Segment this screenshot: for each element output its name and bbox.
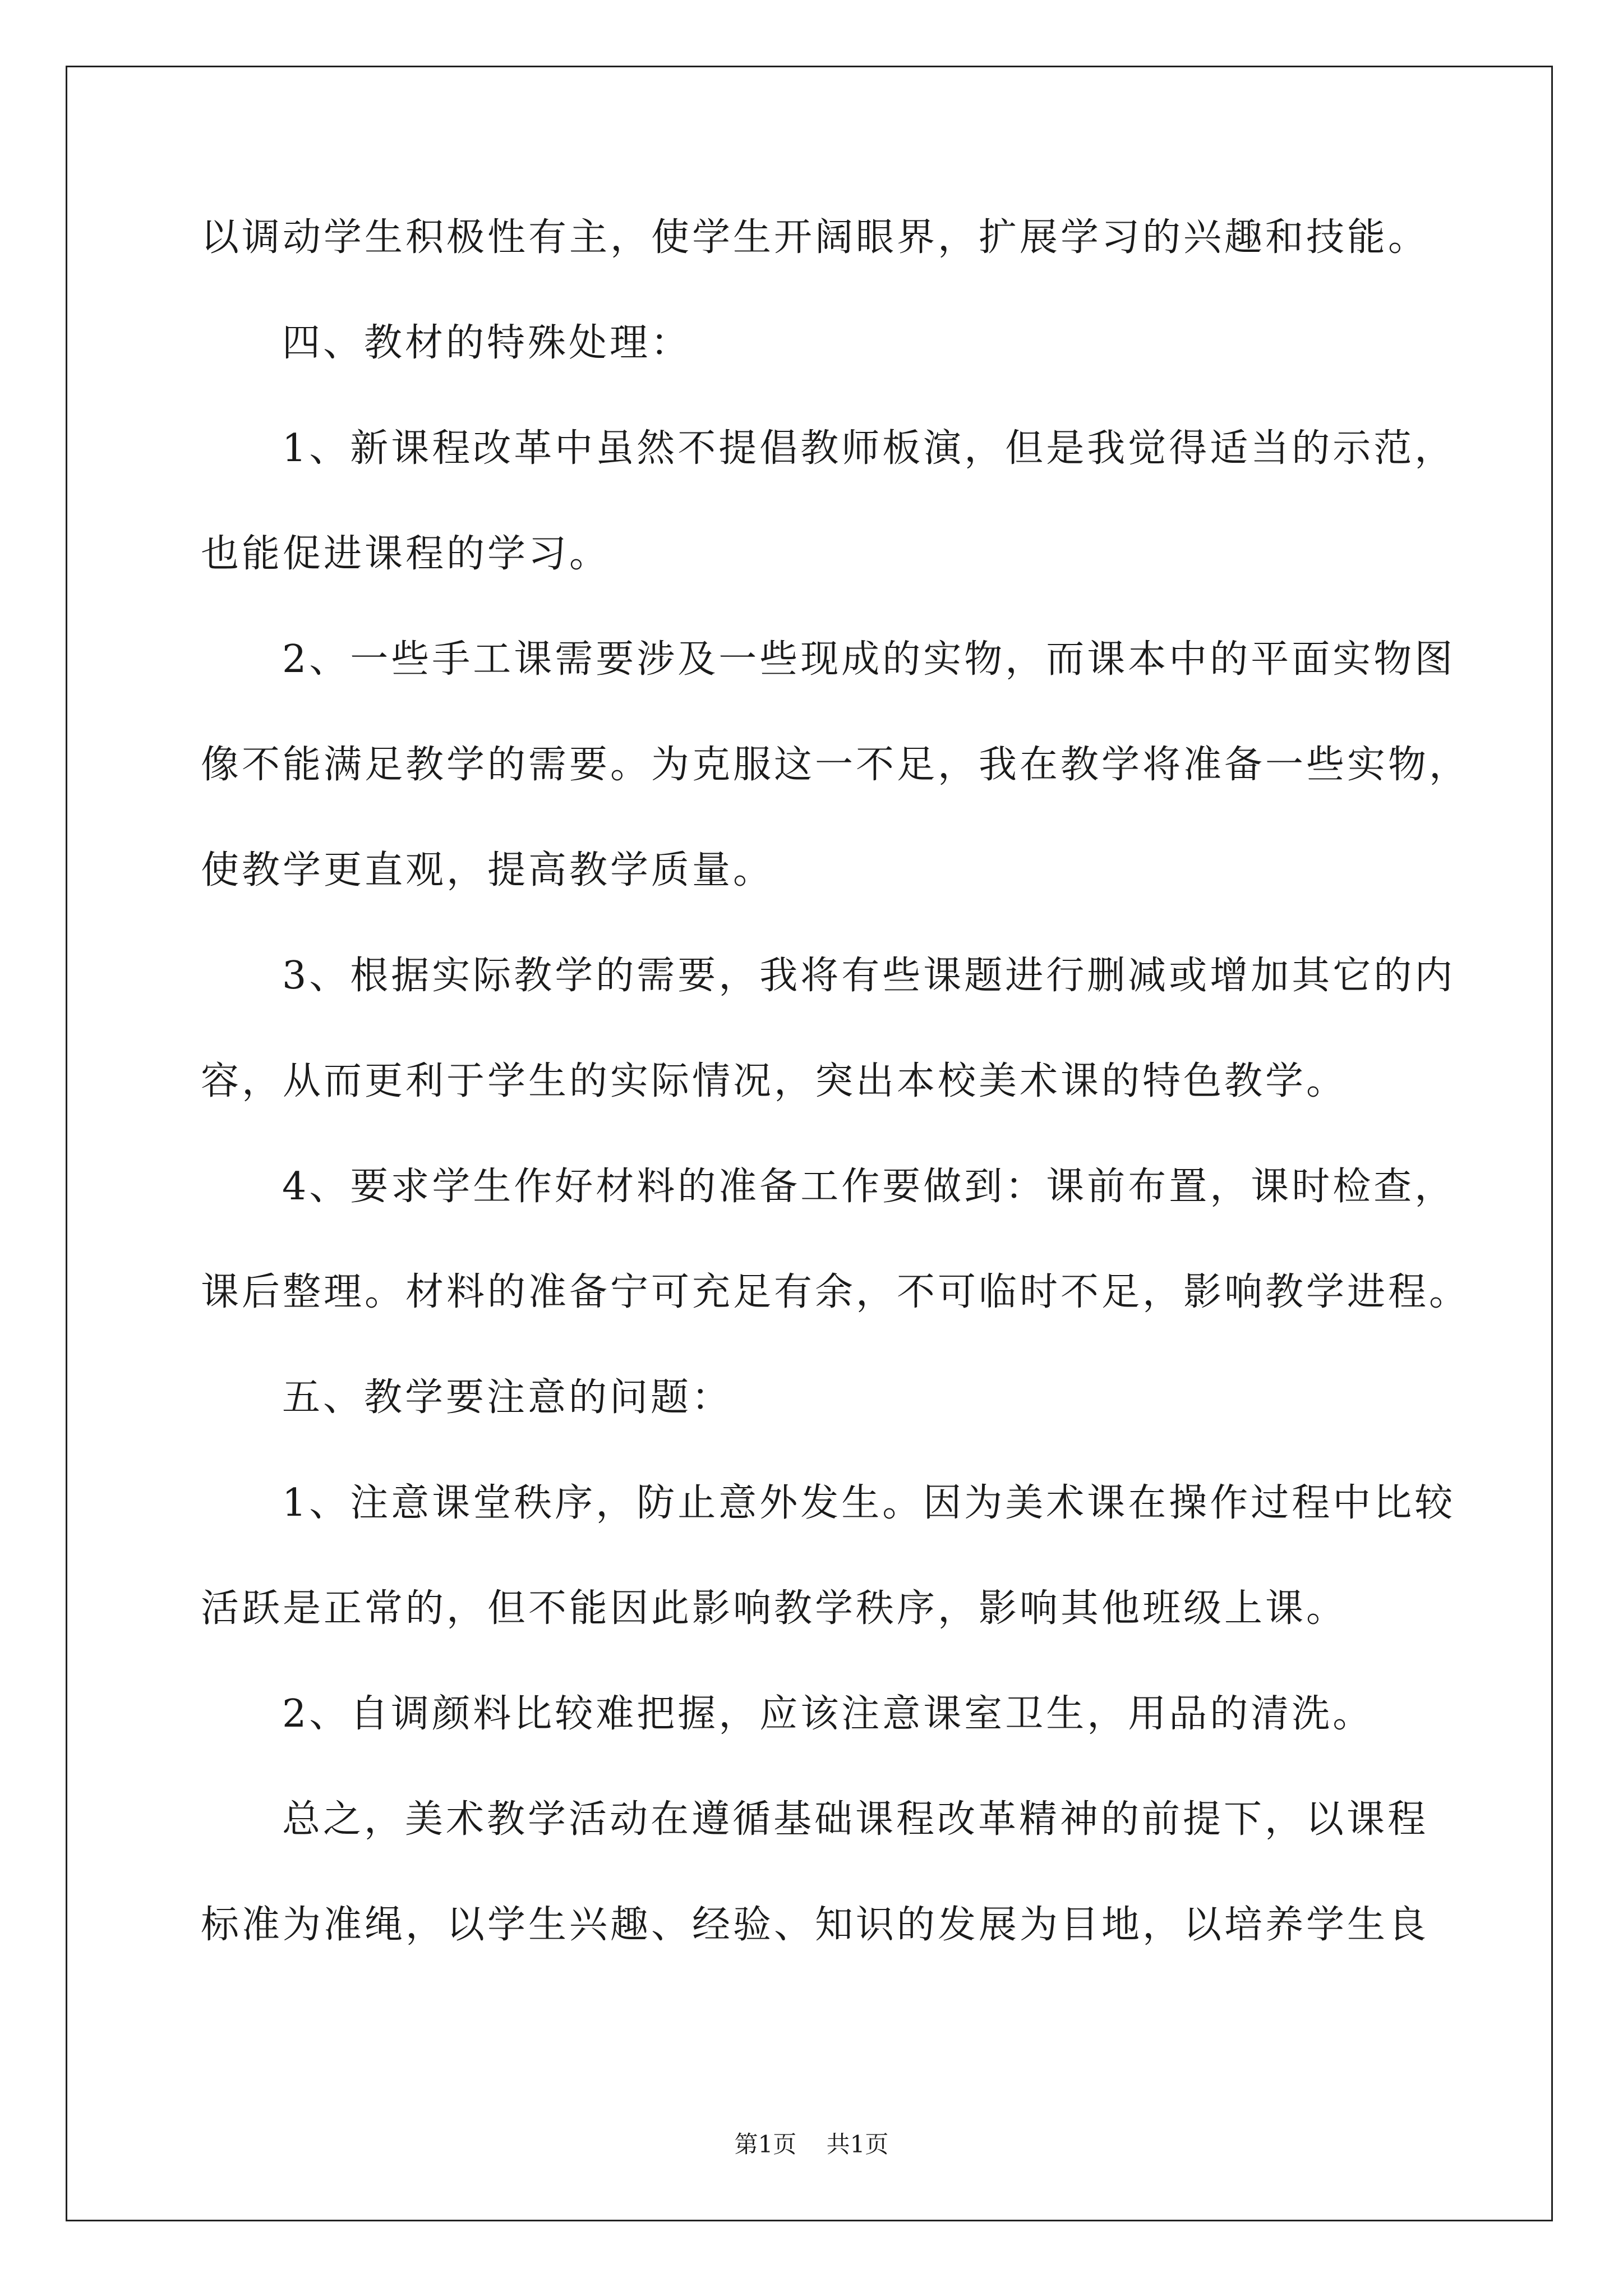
text-line: 2、自调颜料比较难把握，应该注意课室卫生，用品的清洗。 bbox=[282, 1692, 1374, 1736]
text-line: 像不能满足教学的需要。为克服这一不足，我在教学将准备一些实物， bbox=[201, 743, 1470, 787]
text-line: 活跃是正常的，但不能因此影响教学秩序，影响其他班级上课。 bbox=[201, 1586, 1348, 1631]
text-line: 也能促进课程的学习。 bbox=[201, 532, 611, 576]
text-line: 容，从而更利于学生的实际情况，突出本校美术课的特色教学。 bbox=[201, 1059, 1348, 1103]
text-line: 五、教学要注意的问题： bbox=[282, 1375, 733, 1420]
text-line: 四、教材的特殊处理： bbox=[282, 321, 692, 365]
text-line: 1、注意课堂秩序，防止意外发生。因为美术课在操作过程中比较 bbox=[282, 1481, 1456, 1525]
text-line: 使教学更直观，提高教学质量。 bbox=[201, 848, 774, 892]
text-line: 标准为准绳，以学生兴趣、经验、知识的发展为目地，以培养学生良 bbox=[201, 1903, 1430, 1947]
text-line: 2、一些手工课需要涉及一些现成的实物，而课本中的平面实物图 bbox=[282, 637, 1456, 682]
text-line: 总之，美术教学活动在遵循基础课程改革精神的前提下，以课程 bbox=[282, 1797, 1429, 1842]
page-number: 第1页 bbox=[734, 2131, 797, 2158]
document-body bbox=[201, 185, 1470, 1978]
text-line: 课后整理。材料的准备宁可充足有余，不可临时不足，影响教学进程。 bbox=[201, 1270, 1470, 1314]
text-line: 3、根据实际教学的需要，我将有些课题进行删减或增加其它的内 bbox=[282, 954, 1456, 998]
text-line: 以调动学生积极性有主，使学生开阔眼界，扩展学习的兴趣和技能。 bbox=[201, 215, 1430, 260]
page-footer bbox=[0, 2126, 1623, 2160]
text-line: 1、新课程改革中虽然不提倡教师板演，但是我觉得适当的示范， bbox=[282, 426, 1456, 471]
page-total: 共1页 bbox=[826, 2131, 889, 2158]
text-line: 4、要求学生作好材料的准备工作要做到：课前布置，课时检查， bbox=[282, 1165, 1456, 1209]
